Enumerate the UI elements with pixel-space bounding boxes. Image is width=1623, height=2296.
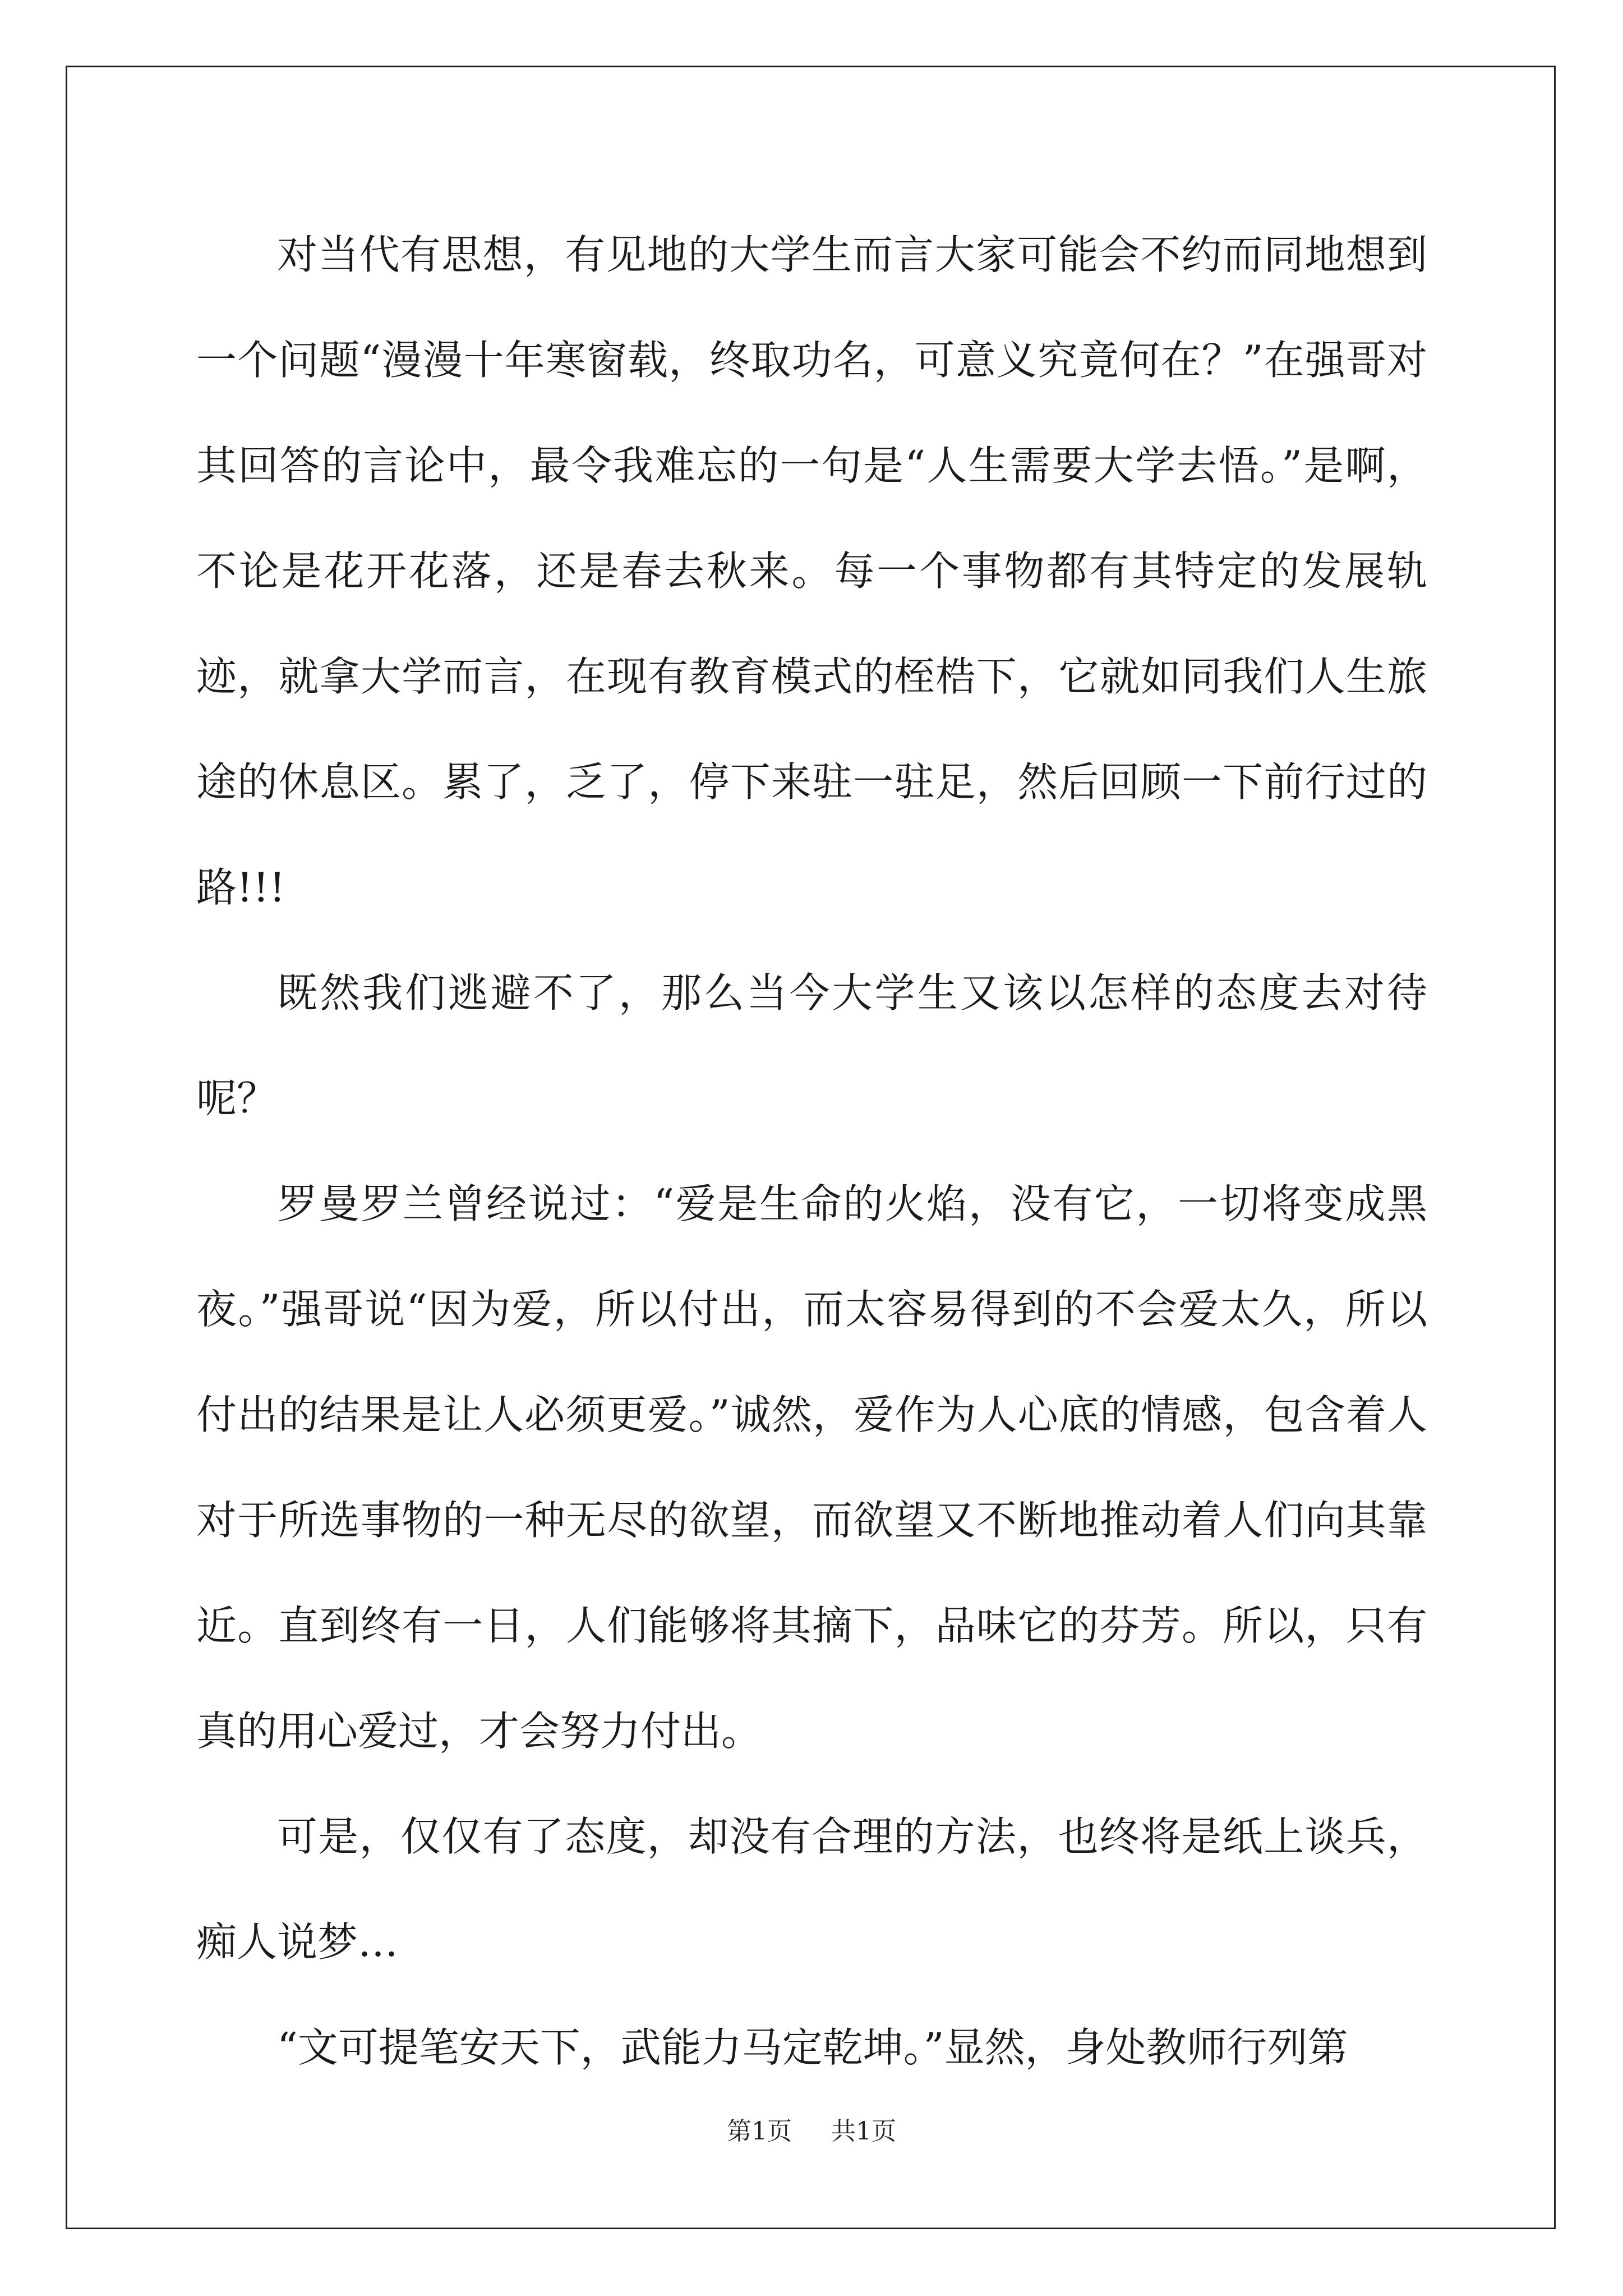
paragraph-2: 既然我们逃避不了，那么当今大学生又该以怎样的态度去对待呢？ [196,969,1427,1122]
page-count: 共1页 [831,2117,896,2146]
paragraph-5: “文可提笔安天下，武能力马定乾坤。”显然，身处教师行列第 [277,2024,1348,2071]
document-body [196,202,1427,2100]
page-footer [0,2115,1623,2148]
paragraph-3: 罗曼罗兰曾经说过：“爱是生命的火焰，没有它，一切将变成黑夜。”强哥说“因为爱，所以付出，而太容易得到的不会爱太久，所以付出的结果是让人必须更爱。”诚然，爱作为人心底的情感，包含着人对于所选事物的一种无尽的欲望，而欲望又不断地推动着人们向其靠近。直到终有一日，人们能够将其摘下，品味它的芬芳。所以，只有真的用心爱过，才会努力付出。 [196,1180,1427,1755]
paragraph-1: 对当代有思想，有见地的大学生而言大家可能会不约而同地想到一个问题“漫漫十年寒窗载，终取功名，可意义究竟何在？”在强哥对其回答的言论中，最令我难忘的一句是“人生需要大学去悟。”是啊，不论是花开花落，还是春去秋来。每一个事物都有其特定的发展轨迹，就拿大学而言，在现有教育模式的桎梏下，它就如同我们人生旅途的休息区。累了，乏了，停下来驻一驻足，然后回顾一下前行过的路!!! [196,231,1427,911]
page-number: 第1页 [727,2117,792,2146]
paragraph-4: 可是，仅仅有了态度，却没有合理的方法，也终将是纸上谈兵，痴人说梦… [196,1813,1427,1966]
